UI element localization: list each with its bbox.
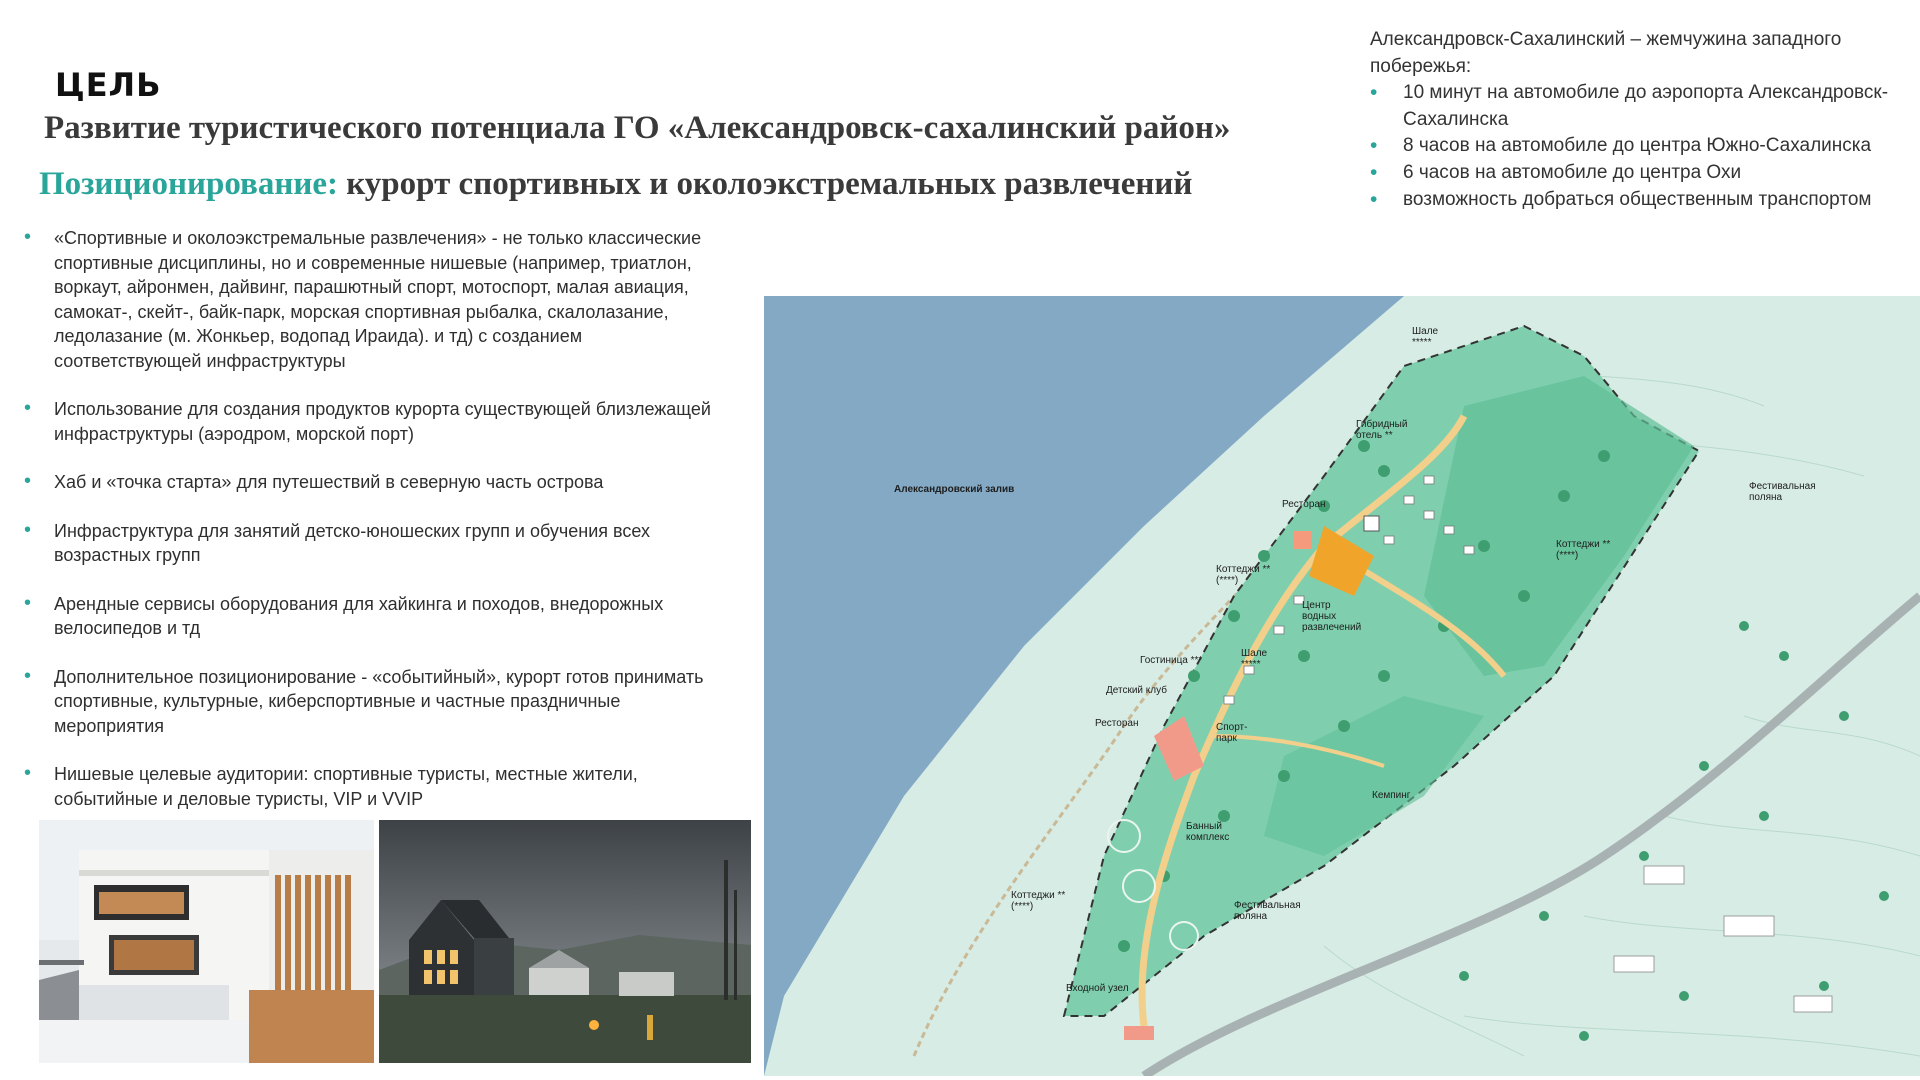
map-label-festival-top-2: поляна (1749, 492, 1783, 503)
map-label-restaurant-bottom: Ресторан (1095, 718, 1139, 729)
fact-item: • 8 часов на автомобиле до центра Южно-Сахалинска (1370, 133, 1890, 160)
bullet-item: • Дополнительное позиционирование - «событийный», курорт готов принимать спортивные, культурные, киберспортивные и частные праздничные мероприятия (24, 665, 724, 739)
map-label-water-center-3: развлечений (1302, 622, 1362, 633)
map-label-cottages-bottom: Коттеджи ** (1011, 890, 1066, 901)
positioning-heading (39, 166, 1192, 203)
map-label-water-center: Центр (1302, 600, 1331, 611)
fact-item: • 6 часов на автомобиле до центра Охи (1370, 160, 1890, 187)
positioning-bullets (24, 226, 724, 835)
map-label-hybrid-hotel: Гибридный (1356, 419, 1408, 430)
map-label-bath-complex-2: комплекс (1186, 832, 1230, 843)
fact-item: • 10 минут на автомобиле до аэропорта Александровск-Сахалинска (1370, 80, 1890, 133)
bullet-item: • Хаб и «точка старта» для путешествий в северную часть острова (24, 470, 724, 495)
map-label-entrance: Входной узел (1066, 983, 1129, 994)
map-label-bath-complex: Банный (1186, 821, 1222, 832)
map-label-cottages-bottom-2: (****) (1011, 901, 1034, 912)
map-label-festival-top: Фестивальная (1749, 481, 1816, 492)
bay-label: Александровский залив (894, 484, 1015, 495)
dusk-houses-photo (379, 820, 751, 1063)
bullet-item: • Инфраструктура для занятий детско-юношеских групп и обучения всех возрастных групп (24, 519, 724, 568)
map-label-restaurant-top: Ресторан (1282, 499, 1326, 510)
resort-master-plan-map (764, 296, 1920, 1076)
map-label-hybrid-hotel-stars: отель ** (1356, 430, 1393, 441)
map-label-cottages-right: Коттеджи ** (1556, 539, 1611, 550)
map-label-cottages-left-2: (****) (1216, 575, 1239, 586)
fact-item: • возможность добраться общественным транспортом (1370, 187, 1890, 214)
page-title: Развитие туристического потенциала ГО «Александровск-сахалинский район» (44, 110, 1231, 146)
location-facts (1370, 27, 1890, 213)
goal-label: ЦЕЛЬ (55, 66, 162, 104)
bullet-item: • Использование для создания продуктов курорта существующей близлежащей инфраструктуры (аэродром, морской порт) (24, 397, 724, 446)
map-label-chalet-top: Шале (1412, 326, 1439, 337)
map-label-cottages-left: Коттеджи ** (1216, 564, 1271, 575)
facts-intro: Александровск-Сахалинский – жемчужина западного побережья: (1370, 29, 1842, 77)
bullet-item: • Арендные сервисы оборудования для хайкинга и походов, внедорожных велосипедов и тд (24, 592, 724, 641)
map-label-water-center-2: водных (1302, 611, 1337, 622)
bullet-item: • Нишевые целевые аудитории: спортивные туристы, местные жители, событийные и деловые туристы, VIP и VVIP (24, 762, 724, 811)
map-label-chalet-mid-stars: ***** (1241, 659, 1261, 670)
map-label-festival-bottom-2: поляна (1234, 911, 1268, 922)
positioning-text: курорт спортивных и околоэкстремальных развлечений (346, 166, 1193, 202)
modern-building-photo (39, 820, 374, 1063)
map-label-camping: Кемпинг (1372, 790, 1411, 801)
map-label-chalet-mid: Шале (1241, 648, 1268, 659)
bullet-item: • «Спортивные и околоэкстремальные развлечения» - не только классические спортивные дисциплины, но и современные нишевые (например, триатлон, воркаут, айронмен, дайвинг, парашютный спорт, мотоспорт, малая авиация, самокат-, скейт-, байк-парк, морская спортивная рыбалка, скалолазание, ледолазание (м. Жонкьер, водопад Ираида). и тд) с созданием соответствующей инфраструктуры (24, 226, 724, 373)
map-label-hotel: Гостиница *** (1140, 655, 1203, 666)
map-label-festival-bottom: Фестивальная (1234, 900, 1301, 911)
map-label-chalet-top-stars: ***** (1412, 337, 1432, 348)
positioning-label: Позиционирование: (39, 166, 339, 202)
map-label-sport-park: Спорт- (1216, 722, 1248, 733)
facts-list (1370, 80, 1890, 213)
map-label-cottages-right-2: (****) (1556, 550, 1579, 561)
map-label-sport-park-2: парк (1216, 733, 1237, 744)
map-label-kids-club: Детский клуб (1106, 685, 1167, 696)
